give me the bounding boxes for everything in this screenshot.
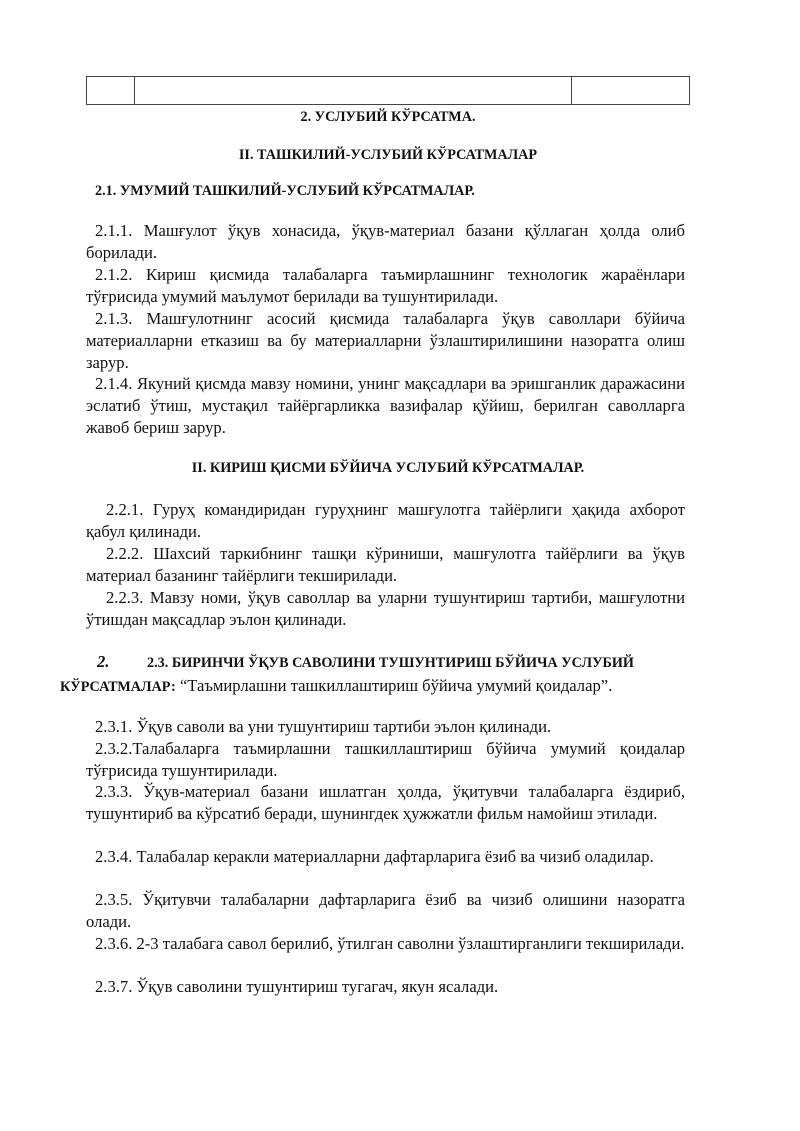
paragraph-2-3-6: 2.3.6. 2-3 талабага савол берилиб, ўтилган саволни ўзлаштирганлиги текширилади. — [95, 934, 685, 953]
paragraph-2-3-3: 2.3.3. Ўқув-материал базани ишлатган ҳолда, ўқитувчи талабаларга ёздириб, тушунтириб ва кўрсатиб беради, шунингдек ҳужжатли фильм намойиш этилади. — [86, 782, 685, 823]
document-title: 2. УСЛУБИЙ КЎРСАТМА. — [300, 109, 476, 125]
heading-bold-text: 2.3. БИРИНЧИ ЎҚУВ САВОЛИНИ ТУШУНТИРИШ БЎЙИЧА УСЛУБИЙ КЎРСАТМАЛАР: — [60, 655, 634, 695]
section-2-2-title: II. КИРИШ ҚИСМИ БЎЙИЧА УСЛУБИЙ КЎРСАТМАЛАР. — [191, 460, 585, 476]
paragraph-2-3-2: 2.3.2.Талабаларга таъмирлашни ташкиллаштириш бўйича умумий қоидалар тўғрисида тушунтирилади. — [86, 739, 685, 780]
paragraph-2-2-3: 2.2.3. Мавзу номи, ўқув саволлар ва уларни тушунтириш тартиби, машғулотни ўтишдан мақсадлар эълон қилинади. — [86, 588, 685, 629]
paragraph-2-1-3: 2.1.3. Машғулотнинг асосий қисмида талабаларга ўқув саволлари бўйича материалларни етказиш ва бу материалларни ўзлаштирилишини назоратга олиш зарур. — [86, 309, 685, 372]
paragraph-2-3-7: 2.3.7. Ўқув саволини тушунтириш тугагач, якун ясалади. — [95, 977, 499, 996]
paragraph-2-1-4: 2.1.4. Якуний қисмда мавзу номини, унинг мақсадлари ва эришганлик даражасини эслатиб ўтиш, мустақил тайёргарликка вазифалар қўйиш, берилган саволларга жавоб бериш зарур. — [86, 374, 685, 437]
subsection-title: 2.1. УМУМИЙ ТАШКИЛИЙ-УСЛУБИЙ КЎРСАТМАЛАР. — [95, 183, 475, 199]
header-table — [86, 76, 690, 105]
paragraph-2-1-2: 2.1.2. Кириш қисмида талабаларга таъмирлашнинг технологик жараёнлари тўғрисида умумий маълумот берилади ва тушунтирилади. — [86, 265, 685, 306]
paragraph-2-2-1: 2.2.1. Гуруҳ командиридан гуруҳнинг машғулотга тайёрлиги ҳақида ахборот қабул қилинади. — [86, 500, 685, 541]
table-column-divider — [134, 77, 135, 104]
section-2-3-heading — [60, 651, 685, 699]
paragraph-2-3-4: 2.3.4. Талабалар керакли материалларни дафтарларига ёзиб ва чизиб оладилар. — [95, 847, 654, 866]
section-title: II. ТАШКИЛИЙ-УСЛУБИЙ КЎРСАТМАЛАР — [238, 147, 538, 163]
heading-number: 2. — [97, 652, 110, 671]
paragraph-2-2-2: 2.2.2. Шахсий таркибнинг ташқи кўриниши, машғулотга тайёрлиги ва ўқув материал базанинг тайёрлиги текширилади. — [86, 544, 685, 585]
paragraph-2-1-1: 2.1.1. Машғулот ўқув хонасида, ўқув-материал базани қўллаган ҳолда олиб борилади. — [86, 221, 685, 262]
paragraph-2-3-5: 2.3.5. Ўқитувчи талабаларни дафтарларига ёзиб ва чизиб олишини назоратга олади. — [86, 890, 685, 931]
table-column-divider — [571, 77, 572, 104]
heading-topic-text: “Таъмирлашни ташкиллаштириш бўйича умумий қоидалар”. — [175, 675, 613, 695]
paragraph-2-3-1: 2.3.1. Ўқув саволи ва уни тушунтириш тартиби эълон қилинади. — [95, 717, 552, 736]
